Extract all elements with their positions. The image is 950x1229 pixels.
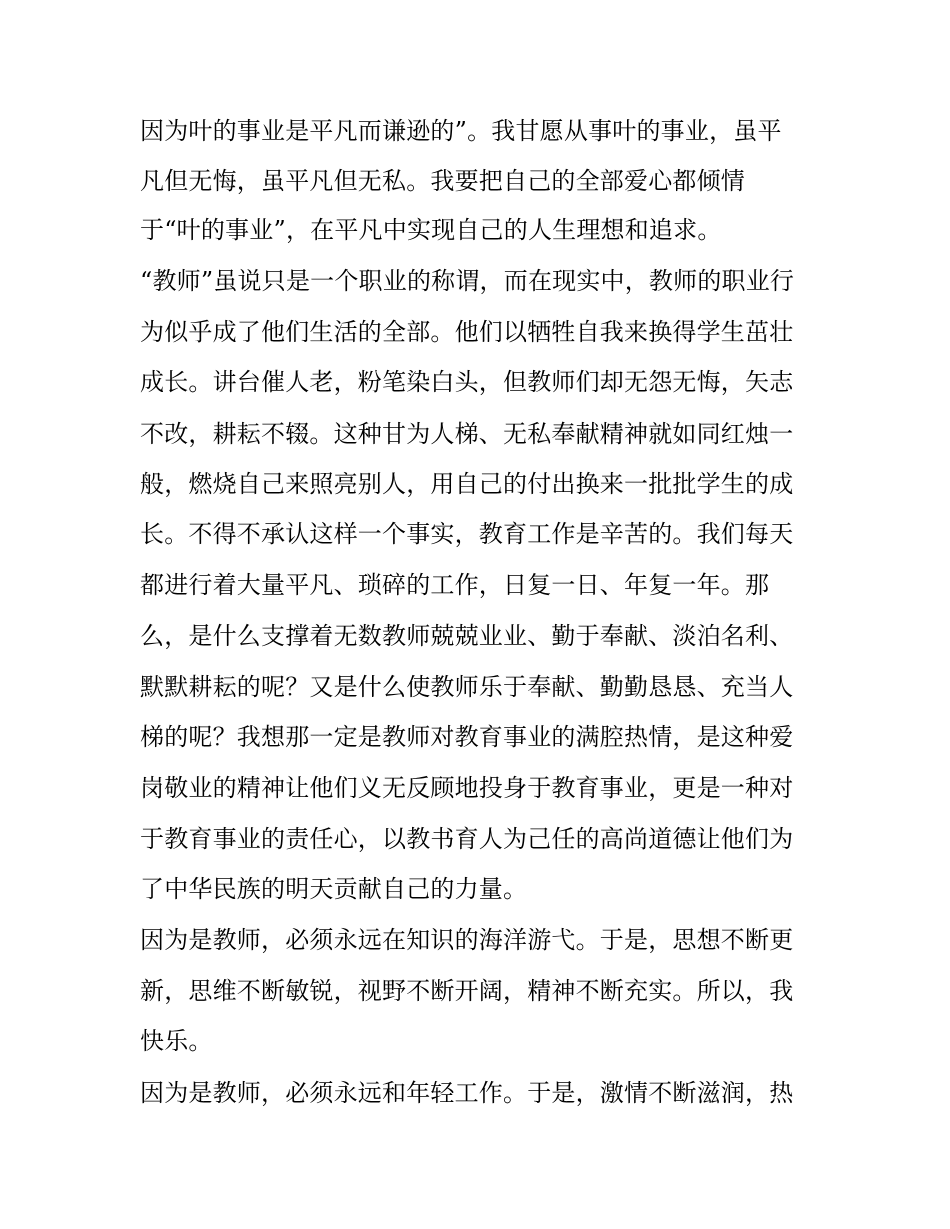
- text-line: 了中华民族的明天贡献自己的力量。: [140, 875, 528, 903]
- text-line: 新，思维不断敏锐，视野不断开阔，精神不断充实。所以，我: [140, 977, 794, 1005]
- text-line: 为似乎成了他们生活的全部。他们以牺牲自我来换得学生茁壮: [140, 318, 794, 346]
- text-line: 因为是教师，必须永远和年轻工作。于是，激情不断滋润，热: [140, 1079, 794, 1107]
- text-line: 么，是什么支撑着无数教师兢兢业业、勤于奉献、淡泊名利、: [140, 622, 794, 650]
- text-line: 因为是教师，必须永远在知识的海洋游弋。于是，思想不断更: [140, 926, 794, 954]
- text-line: 于教育事业的责任心，以教书育人为己任的高尚道德让他们为: [140, 825, 794, 853]
- text-line: 般，燃烧自己来照亮别人，用自己的付出换来一批批学生的成: [140, 470, 794, 498]
- text-line: 梯的呢？我想那一定是教师对教育事业的满腔热情，是这种爱: [140, 723, 794, 751]
- text-line: 都进行着大量平凡、琐碎的工作，日复一日、年复一年。那: [140, 571, 770, 599]
- text-line: 于“叶的事业”，在平凡中实现自己的人生理想和追求。: [140, 216, 722, 244]
- text-line: 成长。讲台催人老，粉笔染白头，但教师们却无怨无悔，矢志: [140, 368, 794, 396]
- text-line: 长。不得不承认这样一个事实，教育工作是辛苦的。我们每天: [140, 520, 794, 548]
- text-line: 因为叶的事业是平凡而谦逊的”。我甘愿从事叶的事业，虽平: [140, 117, 782, 145]
- text-line: 默默耕耘的呢？又是什么使教师乐于奉献、勤勤恳恳、充当人: [140, 673, 794, 701]
- text-line: 不改，耕耘不辍。这种甘为人梯、无私奉献精神就如同红烛一: [140, 420, 794, 448]
- text-line: 凡但无悔，虽平凡但无私。我要把自己的全部爱心都倾情: [140, 167, 745, 195]
- text-line: 快乐。: [140, 1027, 213, 1055]
- text-line: “教师”虽说只是一个职业的称谓，而在现实中，教师的职业行: [140, 267, 795, 295]
- text-line: 岗敬业的精神让他们义无反顾地投身于教育事业，更是一种对: [140, 774, 794, 802]
